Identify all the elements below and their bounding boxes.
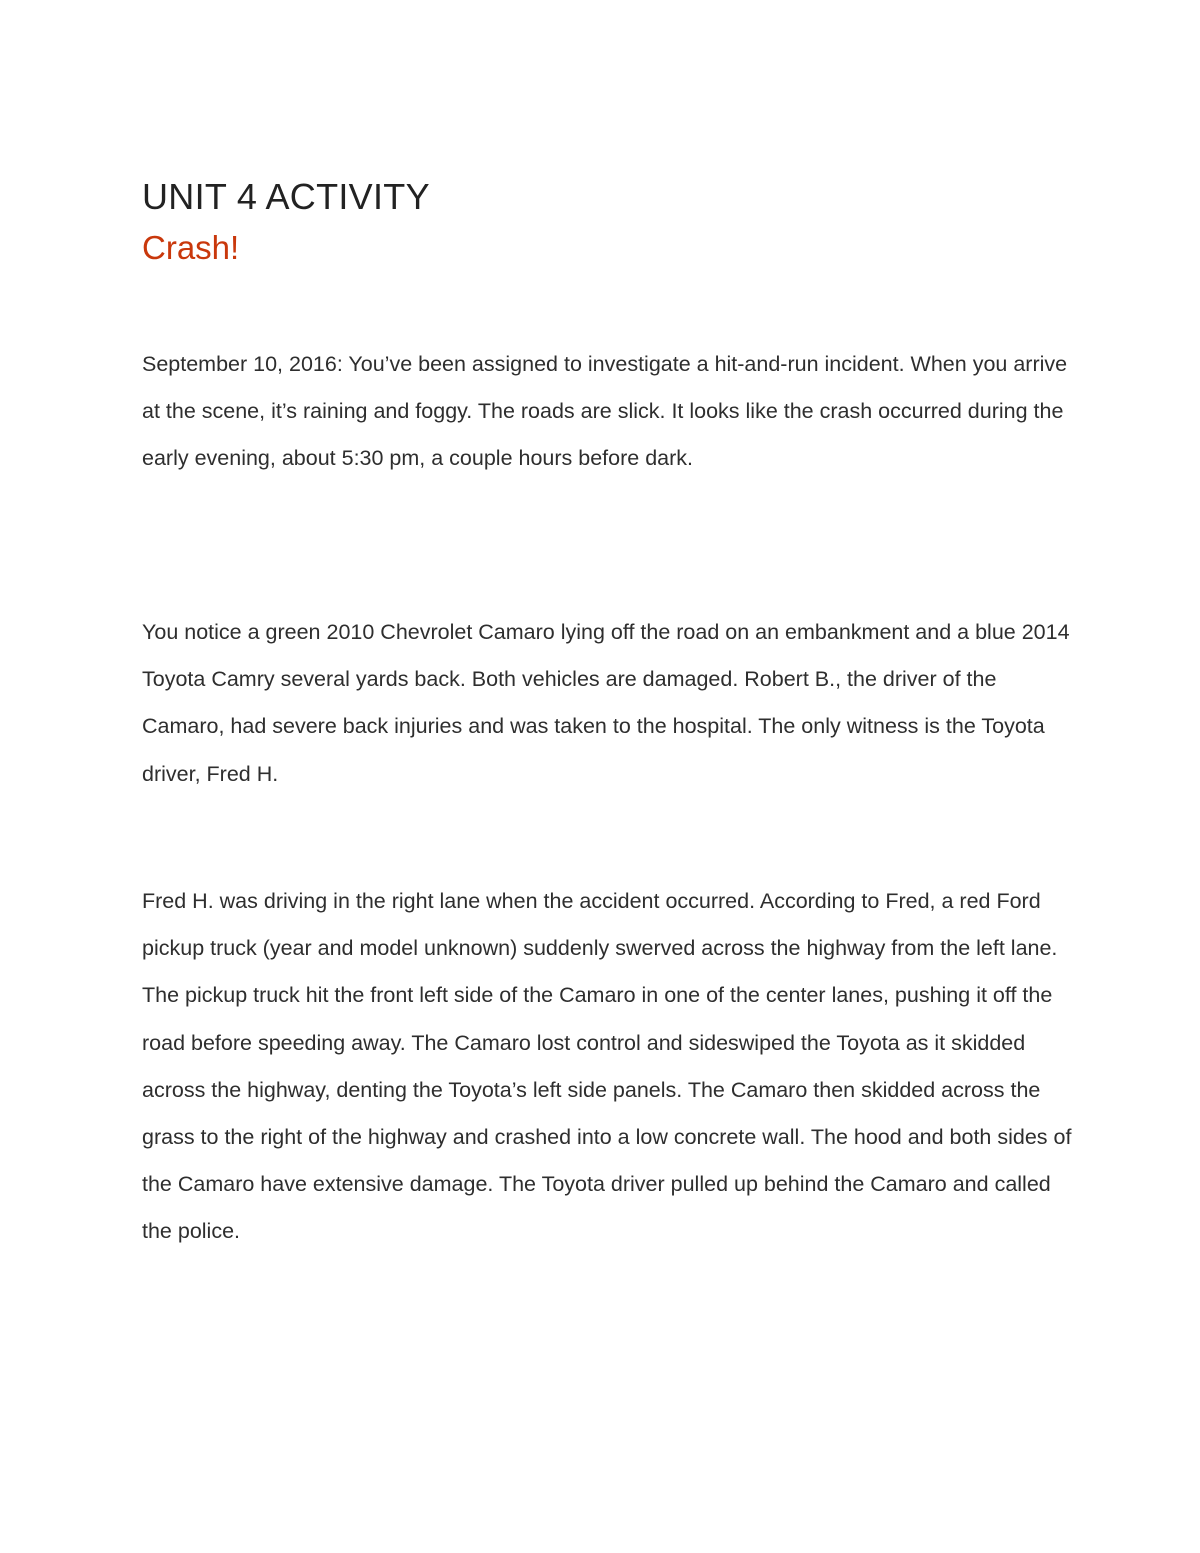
page-subtitle: Crash! [142,229,240,266]
paragraph-witness-account: Fred H. was driving in the right lane when the accident occurred. According to Fred, a red Ford pickup truck (year and model unknown) suddenly swerved across the highway from the left lane. The pickup truck hit the front left side of the Camaro in one of the center lanes, pushing it off the road before speeding away. The Camaro lost control and sideswiped the Toyota as it skidded across the highway, denting the Toyota’s left side panels. The Camaro then skidded across the grass to the right of the highway and crashed into a low concrete wall. The hood and both sides of the Camaro have extensive damage. The Toyota driver pulled up behind the Camaro and called the police. [142,889,1072,1244]
page-title: UNIT 4 ACTIVITY [142,176,430,217]
paragraph-vehicles: You notice a green 2010 Chevrolet Camaro lying off the road on an embankment and a blue 2014 Toyota Camry several yards back. Both vehicles are damaged. Robert B., the driver of the Camaro, had severe back injuries and was taken to the hospital. The only witness is the Toyota driver, Fred H. [142,620,1070,786]
paragraph-scene: September 10, 2016: You’ve been assigned to investigate a hit-and-run incident. When you arrive at the scene, it’s raining and foggy. The roads are slick. It looks like the crash occurred during the early evening, about 5:30 pm, a couple hours before dark. [142,352,1068,471]
